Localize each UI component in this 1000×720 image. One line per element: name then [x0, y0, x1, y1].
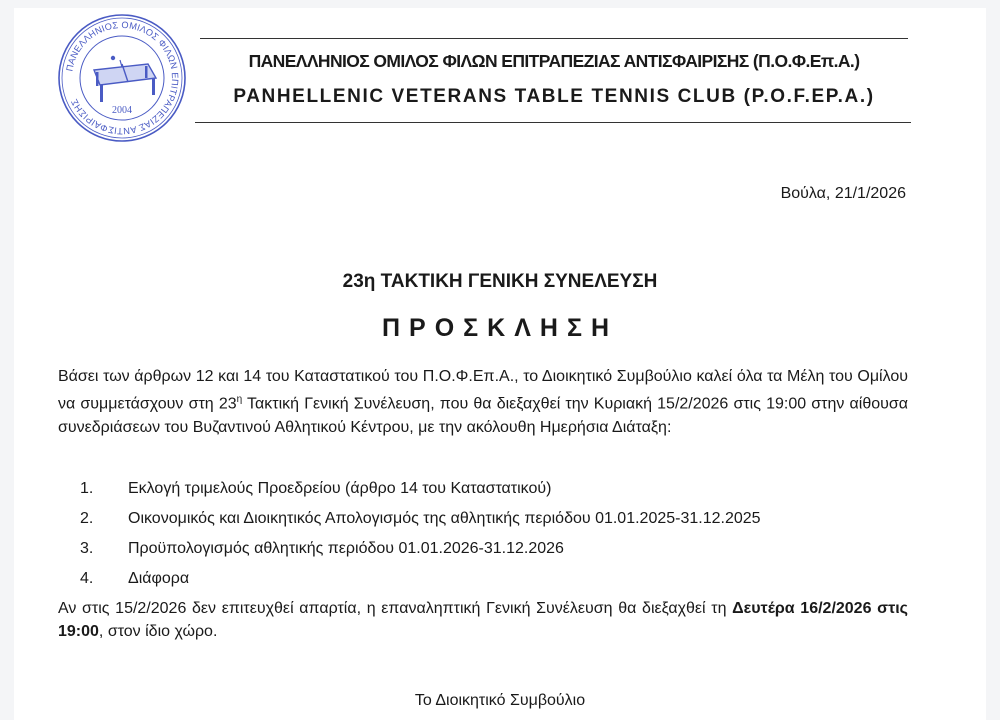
repeat-meeting-date: Δευτέρα 16/2/2026 στις 19:00 — [58, 600, 908, 641]
letterhead-bottom-rule — [195, 122, 911, 123]
closing-text-1: Αν στις 15/2/2026 δεν επιτευχθεί απαρτία, η επαναληπτική Γενική Συνέλευση θα διεξαχθεί τη — [58, 600, 733, 617]
club-seal-logo — [56, 12, 188, 144]
letterhead-top-rule — [200, 38, 908, 39]
signature-line: Το Διοικητικό Συμβούλιο — [414, 692, 586, 709]
agenda-item-number: 2. — [80, 510, 94, 527]
invitation-paragraph — [58, 365, 908, 439]
ordinal-superscript: η — [236, 394, 243, 406]
agenda-item-text: Οικονομικός και Διοικητικός Απολογισμός της αθλητικής περιόδου 01.01.2025-31.12.2025 — [128, 510, 761, 527]
agenda-item-number: 3. — [80, 540, 94, 557]
assembly-title: 23η ΤΑΚΤΙΚΗ ΓΕΝΙΚΗ ΣΥΝΕΛΕΥΣΗ — [342, 271, 658, 292]
agenda-item-text: Εκλογή τριμελούς Προεδρείου (άρθρο 14 του Καταστατικού) — [128, 480, 552, 497]
intro-text-2: Τακτική Γενική Συνέλευση, που θα διεξαχθεί την Κυριακή 15/2/2026 στις 19:00 στην αίθουσα συνεδριάσεων του Βυζαντινού Αθλητικού Κέντρου, με την ακόλουθη Ημερήσια Διάταξη: — [58, 395, 908, 436]
table-tennis-table-icon — [94, 56, 156, 102]
seal-year: 2004 — [112, 105, 132, 116]
date-line: Βούλα, 21/1/2026 — [780, 185, 906, 202]
quorum-paragraph — [58, 597, 908, 644]
document-page — [14, 8, 986, 720]
letterhead-greek-name: ΠΑΝΕΛΛΗΝΙΟΣ ΟΜΙΛΟΣ ΦΙΛΩΝ ΕΠΙΤΡΑΠΕΖΙΑΣ ΑΝΤΙΣΦΑΙΡΙΣΗΣ (Π.Ο.Φ.Επ.Α.) — [248, 51, 860, 71]
agenda-item-text: Προϋπολογισμός αθλητικής περιόδου 01.01.2026-31.12.2026 — [128, 540, 564, 557]
invitation-heading: ΠΡΟΣΚΛΗΣΗ — [381, 314, 619, 342]
agenda-item — [58, 474, 908, 504]
letterhead-english-name: PANHELLENIC VETERANS TABLE TENNIS CLUB (P.O.F.EP.A.) — [233, 86, 875, 107]
agenda-item-number: 1. — [80, 480, 94, 497]
intro-text-1: Βάσει των άρθρων 12 και 14 του Καταστατικού του Π.Ο.Φ.Επ.Α., το Διοικητικό Συμβούλιο καλεί όλα τα Μέλη του Ομίλου να συμμετάσχουν στη 23 — [58, 368, 908, 413]
seal-ring-text: ΠΑΝΕΛΛΗΝΙΟΣ ΟΜΙΛΟΣ ΦΙΛΩΝ ΕΠΙΤΡΑΠΕΖΙΑΣ ΑΝΤΙΣΦΑΙΡΙΣΗΣ — [64, 19, 181, 137]
agenda-item — [58, 564, 908, 594]
agenda-item-text: Διάφορα — [128, 570, 190, 587]
agenda-list — [58, 474, 908, 594]
agenda-item-number: 4. — [80, 570, 94, 587]
agenda-item — [58, 504, 908, 534]
closing-text-2: , στον ίδιο χώρο. — [98, 623, 218, 641]
agenda-item — [58, 534, 908, 564]
